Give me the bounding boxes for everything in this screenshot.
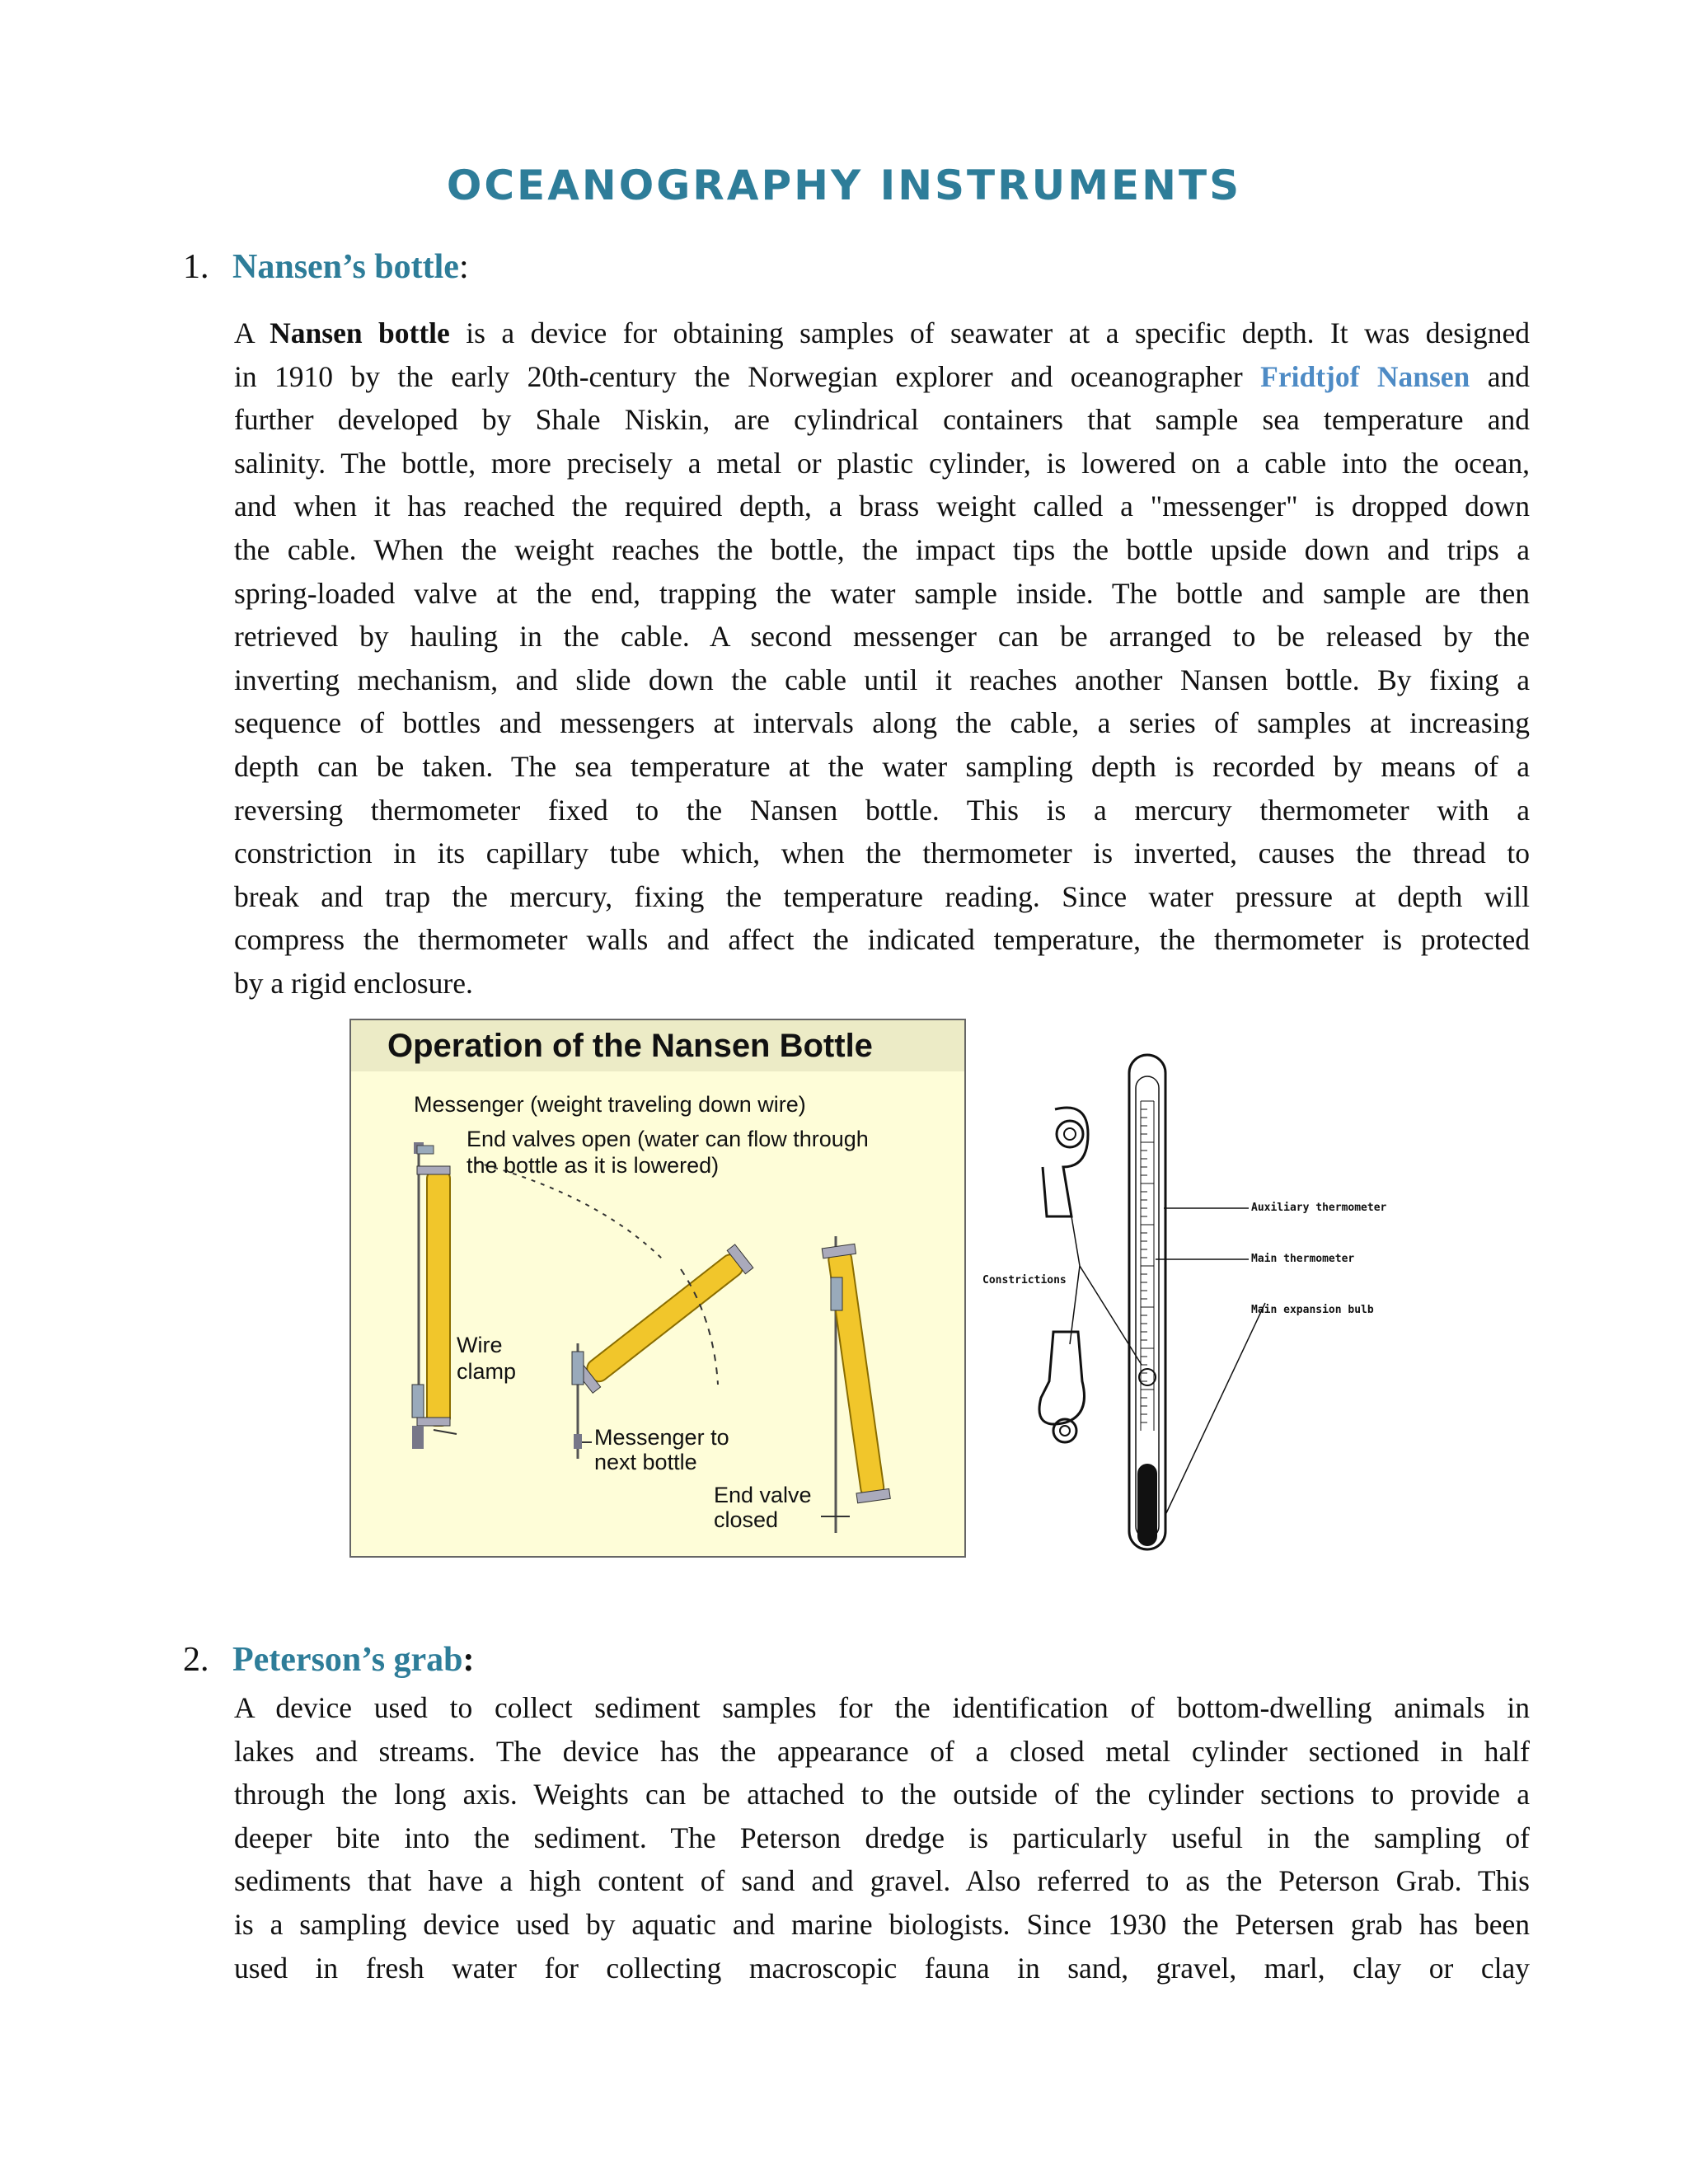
label-closed-1: End valve — [714, 1483, 812, 1507]
label-end-valves-open-1: End valves open (water can flow through — [467, 1127, 869, 1151]
paragraph-line: constriction in its capillary tube which, when the thermometer is inverted, causes the thread to — [234, 837, 1530, 870]
section-number: 1. — [183, 248, 209, 286]
label-closed-2: closed — [714, 1507, 779, 1532]
peterson-paragraph — [234, 1686, 1530, 1990]
label-main-expansion-bulb: Main expansion bulb — [1251, 1304, 1374, 1316]
label-auxiliary-thermometer: Auxiliary thermometer — [1251, 1202, 1387, 1214]
paragraph-line: in 1910 by the early 20th-century the Norwegian explorer and oceanographer Fridtjof Nansen and — [234, 359, 1531, 393]
label-end-valves-open-2: the bottle as it is lowered) — [467, 1153, 720, 1178]
paragraph-line: sequence of bottles and messengers at intervals along the cable, a series of samples at increasing — [234, 706, 1530, 740]
section-heading-nansen — [183, 247, 469, 287]
paragraph-line: further developed by Shale Niskin, are cylindrical containers that sample sea temperature and — [234, 403, 1530, 437]
paragraph-line: the cable. When the weight reaches the bottle, the impact tips the bottle upside down and trips a — [234, 532, 1530, 566]
paragraph-line: spring-loaded valve at the end, trapping the water sample inside. The bottle and sample are then — [234, 576, 1530, 610]
paragraph-line: A Nansen bottle is a device for obtaining samples of seawater at a specific depth. It was designed — [234, 316, 1530, 349]
nansen-paragraph — [234, 312, 1530, 1005]
section-title: Peterson’s grab — [232, 1641, 463, 1679]
section-colon: : — [462, 1641, 475, 1679]
section-heading-peterson — [183, 1640, 475, 1680]
paragraph-line: and when it has reached the required depth, a brass weight called a "messenger" is dropped down — [234, 490, 1530, 523]
label-constrictions: Constrictions — [982, 1274, 1067, 1286]
label-wire-2: clamp — [457, 1359, 517, 1384]
paragraph-line: through the long axis. Weights can be attached to the outside of the cylinder sections to provide a — [234, 1778, 1530, 1811]
paragraph-line: A device used to collect sediment samples for the identification of bottom-dwelling animals in — [234, 1691, 1530, 1724]
paragraph-line: depth can be taken. The sea temperature at the water sampling depth is recorded by means of a — [234, 749, 1530, 783]
paragraph-line: sediments that have a high content of sand and gravel. Also referred to as the Peterson Grab. This — [234, 1864, 1530, 1898]
reversing-thermometer-figure — [973, 1019, 1418, 1563]
paragraph-line: is a sampling device used by aquatic and marine biologists. Since 1930 the Petersen grab has been — [234, 1907, 1530, 1941]
label-wire-1: Wire — [457, 1333, 503, 1357]
paragraph-line: by a rigid enclosure. — [234, 966, 473, 1000]
paragraph-line: reversing thermometer fixed to the Nansen bottle. This is a mercury thermometer with a — [234, 793, 1530, 827]
paragraph-line: used in fresh water for collecting macroscopic fauna in sand, gravel, marl, clay or clay — [234, 1951, 1530, 1985]
paragraph-line: salinity. The bottle, more precisely a metal or plastic cylinder, is lowered on a cable into the ocean, — [234, 446, 1530, 480]
paragraph-line: deeper bite into the sediment. The Peterson dredge is particularly useful in the sampling of — [234, 1821, 1530, 1854]
label-messenger: Messenger (weight traveling down wire) — [414, 1092, 806, 1117]
section-title: Nansen’s bottle — [232, 248, 459, 286]
thermometer-illustration — [973, 1019, 1418, 1563]
paragraph-line: compress the thermometer walls and affect the indicated temperature, the thermometer is protected — [234, 923, 1530, 957]
page-title: OCEANOGRAPHY INSTRUMENTS — [446, 162, 1242, 209]
paragraph-line: retrieved by hauling in the cable. A second messenger can be arranged to be released by the — [234, 620, 1530, 654]
diagram-title: Operation of the Nansen Bottle — [351, 1020, 964, 1071]
paragraph-line: break and trap the mercury, fixing the temperature reading. Since water pressure at depth will — [234, 879, 1530, 913]
label-main-thermometer: Main thermometer — [1251, 1253, 1355, 1265]
nansen-operation-diagram — [349, 1019, 966, 1558]
paragraph-line: inverting mechanism, and slide down the cable until it reaches another Nansen bottle. By fixing a — [234, 663, 1530, 696]
paragraph-line: lakes and streams. The device has the appearance of a closed metal cylinder sectioned in half — [234, 1734, 1530, 1768]
label-next-1: Messenger to — [594, 1425, 729, 1450]
section-number: 2. — [183, 1641, 209, 1679]
nansen-name-link: Fridtjof Nansen — [1260, 359, 1470, 393]
section-colon: : — [458, 248, 469, 286]
label-next-2: next bottle — [594, 1450, 697, 1474]
